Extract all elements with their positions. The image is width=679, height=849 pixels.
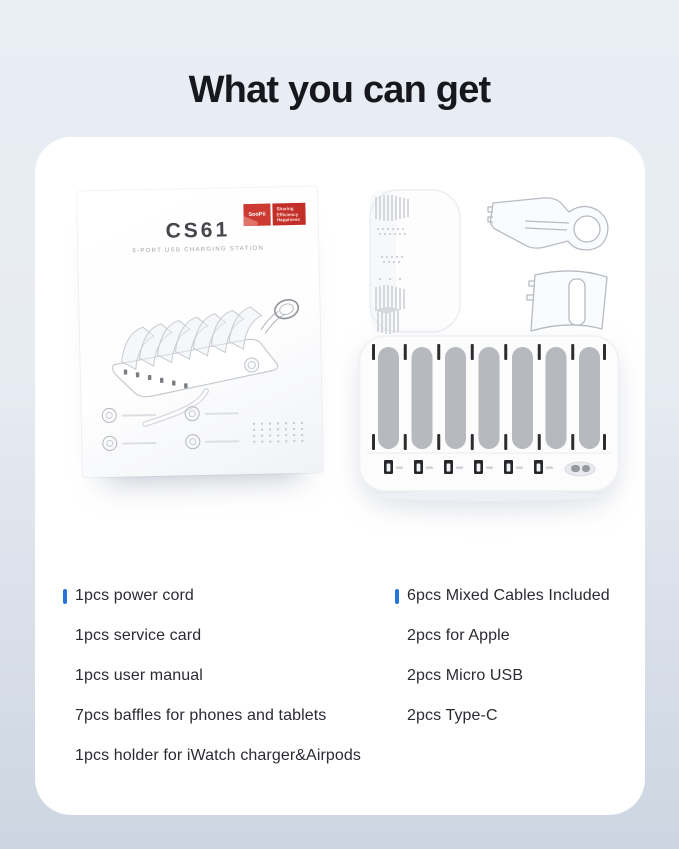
list-item-label: 7pcs baffles for phones and tablets [75, 707, 327, 724]
brand-tagline: Sharing Efficiency Happiness [272, 203, 305, 226]
feature-item [102, 435, 169, 451]
list-item [63, 747, 361, 765]
charging-station-photo [358, 333, 620, 503]
packaging-box-photo [77, 187, 323, 478]
feature-icons [102, 405, 253, 451]
list-item [63, 707, 361, 725]
model-subtitle: 6-PORT USB CHARGING STATION [132, 245, 265, 255]
feature-caption-line [122, 441, 156, 444]
list-item-label: 1pcs power cord [75, 587, 194, 604]
list-item [63, 587, 361, 605]
bullet-marker [395, 589, 399, 604]
list-item-label: 1pcs holder for iWatch charger&Airpods [75, 747, 362, 764]
list-item [63, 667, 361, 685]
feature-item [185, 433, 252, 449]
baffles-stack-photo [360, 187, 465, 335]
list-item-label: 6pcs Mixed Cables Included [407, 587, 610, 604]
included-items-list-right [395, 587, 610, 747]
list-item [63, 627, 361, 645]
feature-caption-line [122, 413, 156, 416]
model-name: CS61 [165, 218, 231, 243]
brand-name: SooPii [248, 211, 266, 218]
feature-icon [185, 406, 200, 421]
list-item [395, 587, 610, 605]
dot-grid-decoration [250, 420, 308, 444]
feature-item [185, 405, 252, 421]
feature-icon [102, 408, 117, 423]
feature-caption-line [205, 440, 239, 443]
list-item-label: 1pcs user manual [75, 667, 203, 684]
feature-caption-line [205, 412, 239, 415]
list-item [395, 667, 610, 685]
feature-item [102, 407, 169, 423]
list-item [395, 627, 610, 645]
page-title: What you can get [188, 69, 491, 112]
included-items-list-left [63, 587, 361, 787]
list-item [395, 707, 610, 725]
list-item-label: 1pcs service card [75, 627, 202, 644]
feature-icon [102, 436, 117, 451]
list-item-label: 2pcs Type-C [407, 707, 498, 724]
iwatch-airpods-holder-photo [483, 189, 618, 337]
feature-icon [185, 434, 200, 449]
list-item-label: 2pcs Micro USB [407, 667, 524, 684]
list-item-label: 2pcs for Apple [407, 627, 510, 644]
content-card [35, 137, 645, 815]
bullet-marker [63, 589, 67, 604]
